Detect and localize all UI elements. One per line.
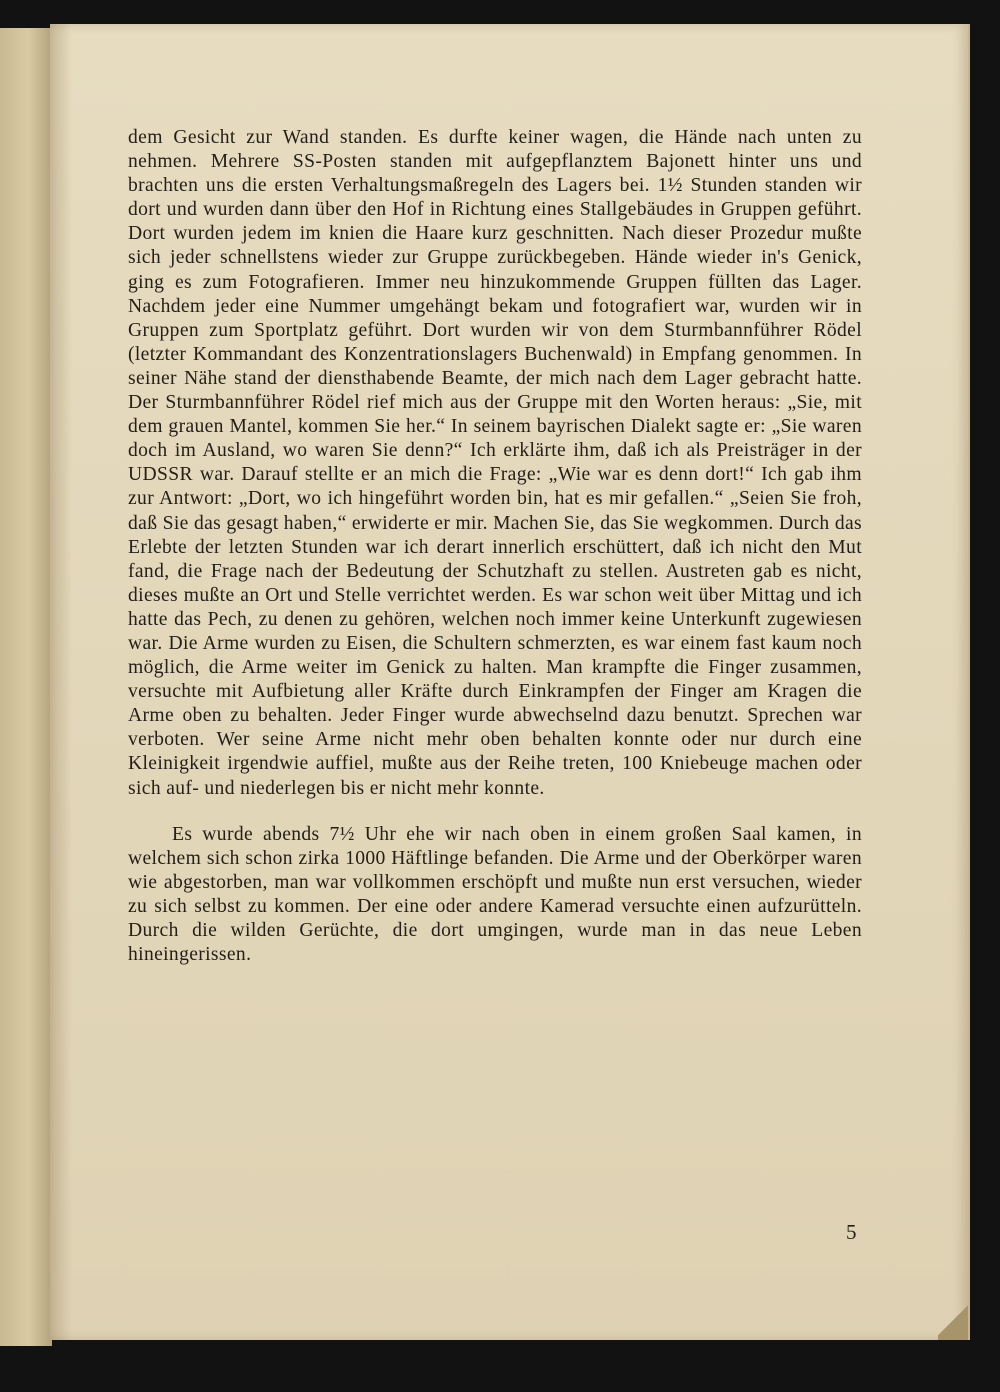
paragraph-1: dem Gesicht zur Wand standen. Es durfte keiner wagen, die Hände nach unten zu nehmen. Mehrere SS-Posten standen mit aufgepflanztem Bajonett hinter uns und brachten uns die ersten Verhaltungsmaßregeln des Lagers bei. 1½ Stunden standen wir dort und wurden dann über den Hof in Richtung eines Stallgebäudes in Gruppen geführt. Dort wurden jedem im knien die Haare kurz geschnitten. Nach dieser Prozedur mußte sich jeder schnellstens wieder zur Gruppe zurückbegeben. Hände wieder in's Genick, ging es zum Fotografieren. Immer neu hinzukommende Gruppen füllten das Lager. Nachdem jeder eine Nummer umgehängt bekam und fotografiert war, wurden wir in Gruppen zum Sportplatz geführt. Dort wurden wir von dem Sturmbannführer Rödel (letzter Kommandant des Konzentrationslagers Buchenwald) in Empfang genommen. In seiner Nähe stand der diensthabende Beamte, der mich nach dem Lager gebracht hatte. Der Sturmbannführer Rödel rief mich aus der Gruppe mit den Worten heraus: „Sie, mit dem grauen Mantel, kommen Sie her.“ In seinem bayrischen Dialekt sagte er: „Sie waren doch im Ausland, wo waren Sie denn?“ Ich erklärte ihm, daß ich als Preisträger in der UDSSR war. Darauf stellte er an mich die Frage: „Wie war es denn dort!“ Ich gab ihm zur Antwort: „Dort, wo ich hingeführt worden bin, hat es mir gefallen.“ „Seien Sie froh, daß Sie das gesagt haben,“ erwiderte er mir. Machen Sie, das Sie wegkommen. Durch das Erlebte der letzten Stunden war ich derart innerlich erschüttert, daß ich nicht den Mut fand, die Frage nach der Bedeutung der Schutzhaft zu stellen. Austreten gab es nicht, dieses mußte an Ort und Stelle verrichtet werden. Es war schon weit über Mittag und ich hatte das Pech, zu denen zu gehören, welchen noch immer keine Unterkunft zugewiesen war. Die Arme wurden zu Eisen, die Schultern schmerzten, es war einem fast kaum noch möglich, die Arme weiter im Genick zu halten. Man krampfte die Finger zusammen, versuchte mit Aufbietung aller Kräfte durch Einkrampfen der Finger am Kragen die Arme oben zu behalten. Jeder Finger wurde abwechselnd dazu benutzt. Sprechen war verboten. Wer seine Arme nicht mehr oben behalten konnte oder nur durch eine Kleinigkeit irgendwie auffiel, mußte aus der Reihe treten, 100 Kniebeuge machen oder sich auf- und niederlegen bis er nicht mehr konnte. [128, 127, 862, 799]
paragraph-2: Es wurde abends 7½ Uhr ehe wir nach oben in einem großen Saal kamen, in welchem sich schon zirka 1000 Häftlinge befanden. Die Arme und der Oberkörper waren wie abgestorben, man war vollkommen erschöpft und mußte nun erst versuchen, wieder zu sich selbst zu kommen. Der eine oder andere Kamerad versuchte einen aufzurütteln. Durch die wilden Gerüchte, die dort umgingen, wurde man in das neue Leben hineingerissen. [128, 823, 862, 966]
book-page [50, 24, 970, 1340]
page-number: 5 [846, 1220, 857, 1244]
facing-page-edge [0, 28, 52, 1346]
page-corner-fold [938, 1300, 968, 1340]
body-text [128, 126, 862, 967]
